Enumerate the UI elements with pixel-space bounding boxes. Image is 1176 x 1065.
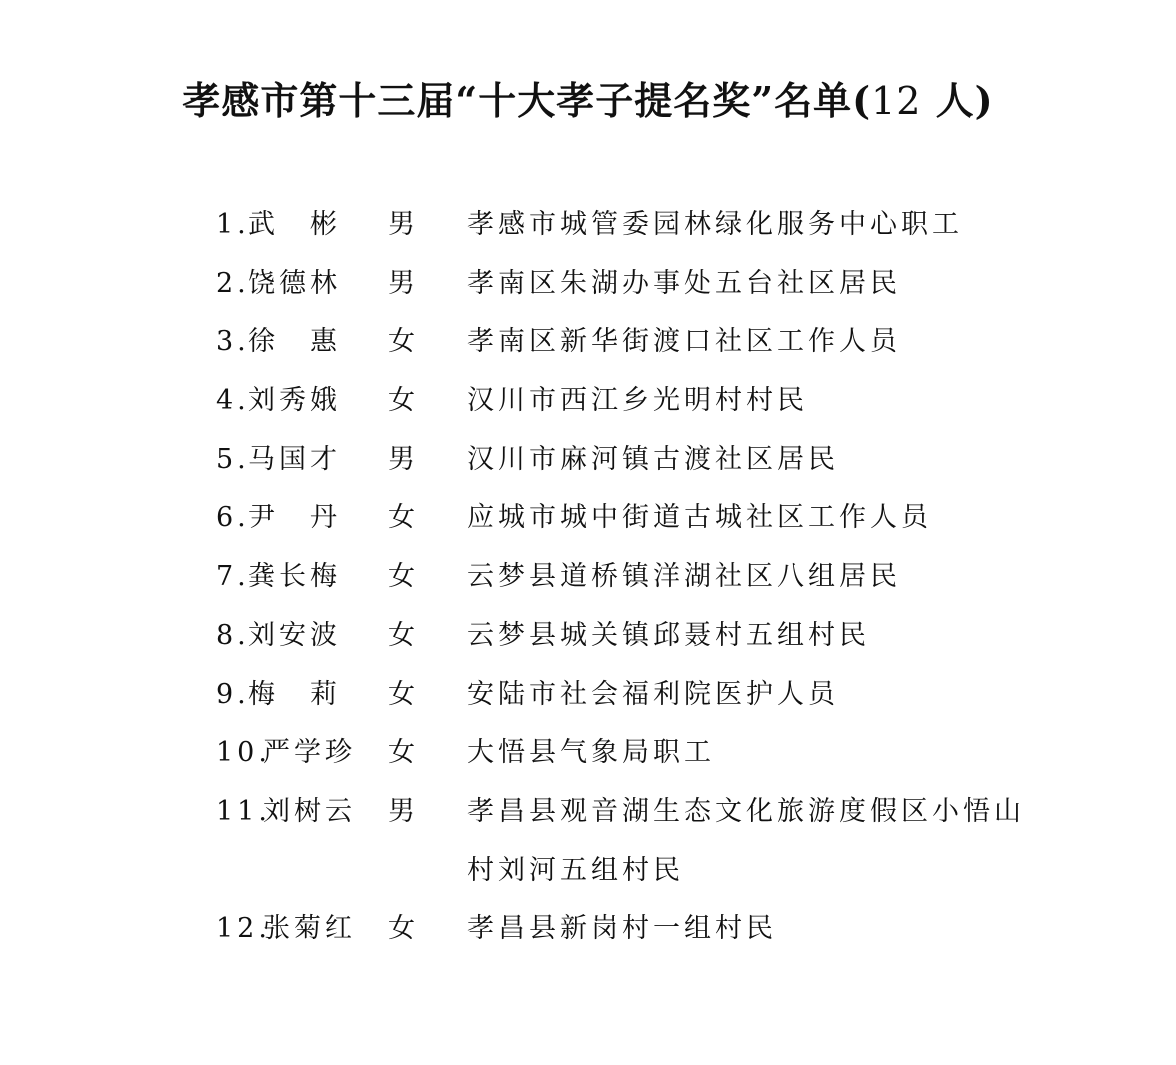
entry-gender: 女 bbox=[388, 678, 419, 710]
entry-gender: 男 bbox=[388, 267, 419, 299]
entry-gender: 女 bbox=[388, 502, 419, 534]
entry-unit: 汉川市麻河镇古渡社区居民 bbox=[467, 443, 839, 475]
entry-gender: 男 bbox=[388, 443, 419, 475]
entry-unit: 孝南区新华街渡口社区工作人员 bbox=[467, 326, 901, 358]
entry-unit: 汉川市西江乡光明村村民 bbox=[467, 385, 808, 417]
entry-number: 2. bbox=[216, 267, 250, 299]
entry-number: 7. bbox=[216, 561, 250, 593]
entry-gender: 男 bbox=[388, 795, 419, 827]
entry-unit: 云梦县道桥镇洋湖社区八组居民 bbox=[467, 561, 901, 593]
entry-number: 1. bbox=[216, 209, 250, 240]
entry-gender: 女 bbox=[388, 561, 419, 593]
list-item bbox=[216, 259, 1076, 318]
list-item bbox=[216, 904, 1076, 963]
title-paren-open: ( bbox=[852, 78, 872, 123]
list-item bbox=[216, 376, 1076, 435]
entry-number: 6. bbox=[216, 502, 250, 534]
entry-number: 4. bbox=[216, 385, 250, 417]
entry-unit: 应城市城中街道古城社区工作人员 bbox=[467, 502, 932, 534]
list-item bbox=[216, 611, 1076, 670]
entry-unit: 大悟县气象局职工 bbox=[467, 737, 715, 769]
entry-name: 刘安波 bbox=[248, 619, 341, 651]
entry-name: 尹 丹 bbox=[248, 502, 341, 534]
entry-name: 武 彬 bbox=[248, 209, 341, 240]
list-item bbox=[216, 493, 1076, 552]
entry-name: 饶德林 bbox=[248, 267, 341, 299]
entry-name: 张菊红 bbox=[263, 913, 356, 945]
entry-name: 徐 惠 bbox=[248, 326, 341, 358]
list-item bbox=[216, 552, 1076, 611]
entry-name: 马国才 bbox=[248, 443, 341, 475]
nominee-list bbox=[216, 200, 1076, 963]
entry-name: 刘秀娥 bbox=[248, 385, 341, 417]
entry-gender: 女 bbox=[388, 385, 419, 417]
list-item bbox=[216, 435, 1076, 494]
entry-name: 严学珍 bbox=[263, 737, 356, 769]
entry-unit: 孝感市城管委园林绿化服务中心职工 bbox=[467, 209, 963, 240]
entry-number: 5. bbox=[216, 443, 250, 475]
entry-unit: 孝昌县新岗村一组村民 bbox=[467, 913, 777, 945]
entry-name: 刘树云 bbox=[263, 795, 356, 827]
list-item bbox=[216, 200, 1076, 259]
entry-name: 梅 莉 bbox=[248, 678, 341, 710]
document-title bbox=[0, 76, 1176, 126]
entry-gender: 女 bbox=[388, 619, 419, 651]
list-item bbox=[216, 787, 1076, 904]
list-item bbox=[216, 317, 1076, 376]
title-paren-close: ) bbox=[974, 78, 994, 123]
entry-gender: 女 bbox=[388, 913, 419, 945]
entry-unit: 孝南区朱湖办事处五台社区居民 bbox=[467, 267, 901, 299]
entry-number: 12. bbox=[216, 913, 271, 945]
entry-unit: 安陆市社会福利院医护人员 bbox=[467, 678, 839, 710]
entry-number: 3. bbox=[216, 326, 250, 358]
entry-number: 8. bbox=[216, 619, 250, 651]
entry-gender: 女 bbox=[388, 737, 419, 769]
entry-gender: 男 bbox=[388, 209, 419, 240]
title-unit: 人 bbox=[921, 78, 975, 123]
title-main: 孝感市第十三届“十大孝子提名奖”名单 bbox=[182, 78, 853, 123]
entry-unit: 云梦县城关镇邱聂村五组村民 bbox=[467, 619, 870, 651]
entry-number: 10. bbox=[216, 737, 271, 769]
entry-gender: 女 bbox=[388, 326, 419, 358]
list-item bbox=[216, 670, 1076, 729]
list-item bbox=[216, 728, 1076, 787]
entry-number: 11. bbox=[216, 795, 271, 827]
title-count: 12 bbox=[871, 79, 922, 123]
entry-name: 龚长梅 bbox=[248, 561, 341, 593]
entry-unit: 孝昌县观音湖生态文化旅游度假区小悟山村刘河五组村民 bbox=[467, 795, 1025, 886]
entry-number: 9. bbox=[216, 678, 250, 710]
